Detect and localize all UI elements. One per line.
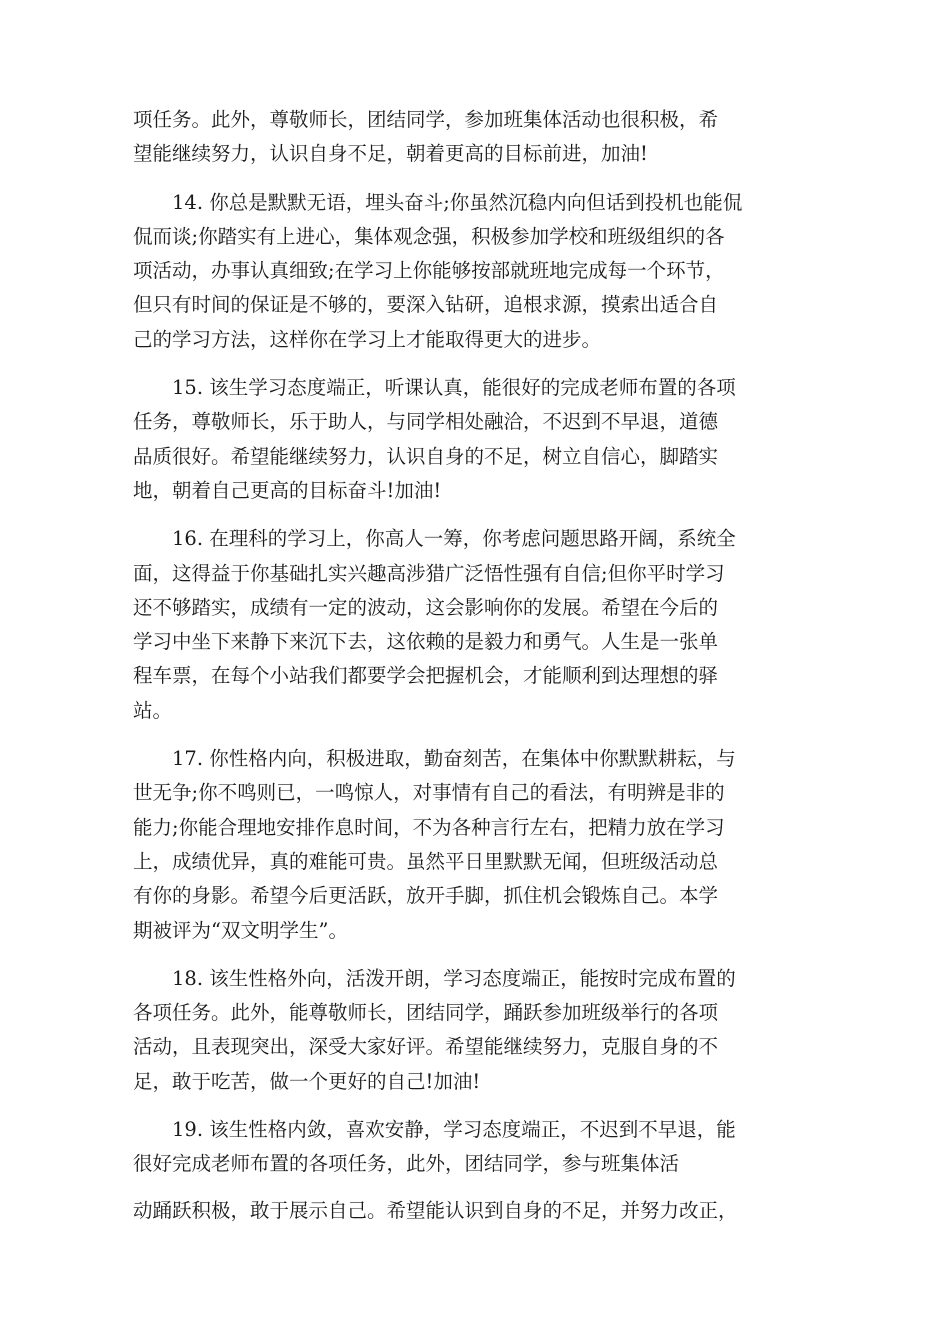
paragraph-comment-15 <box>133 371 818 508</box>
text-line: 动踊跃积极，敢于展示自己。希望能认识到自身的不足，并努力改正， <box>133 1198 738 1222</box>
text-line: 17. 你性格内向，积极进取，勤奋刻苦，在集体中你默默耕耘，与 <box>172 747 736 771</box>
text-line: 有你的身影。希望今后更活跃，放开手脚，抓住机会锻炼自己。本学 <box>133 884 719 908</box>
text-line: 望能继续努力，认识自身不足，朝着更高的目标前进，加油! <box>133 142 648 166</box>
text-line: 侃而谈;你踏实有上进心，集体观念强，积极参加学校和班级组织的各 <box>133 224 725 248</box>
text-line: 14. 你总是默默无语，埋头奋斗;你虽然沉稳内向但话到投机也能侃 <box>172 190 743 214</box>
text-line: 项任务。此外，尊敬师长，团结同学，参加班集体活动也很积极，希 <box>133 108 719 131</box>
paragraph-continuation <box>133 103 818 172</box>
text-line: 站。 <box>133 698 173 722</box>
text-line: 但只有时间的保证是不够的，要深入钻研，追根求源，摸索出适合自 <box>133 293 719 317</box>
document-body <box>133 103 818 1242</box>
text-line: 学习中坐下来静下来沉下去，这依赖的是毅力和勇气。人生是一张单 <box>133 630 719 654</box>
text-line: 还不够踏实，成绩有一定的波动，这会影响你的发展。希望在今后的 <box>133 595 719 619</box>
text-line: 活动，且表现突出，深受大家好评。希望能继续努力，克服自身的不 <box>133 1035 719 1059</box>
text-line: 18. 该生性格外向，活泼开朗，学习态度端正，能按时完成布置的 <box>172 966 736 990</box>
text-line: 己的学习方法，这样你在学习上才能取得更大的进步。 <box>133 327 602 351</box>
text-line: 世无争;你不鸣则已，一鸣惊人，对事情有自己的看法，有明辨是非的 <box>133 781 725 805</box>
paragraph-comment-17 <box>133 742 818 948</box>
text-line: 各项任务。此外，能尊敬师长，团结同学，踊跃参加班级举行的各项 <box>133 1001 719 1025</box>
paragraph-comment-18 <box>133 962 818 1099</box>
text-line: 足，敢于吃苦，做一个更好的自己!加油! <box>133 1069 481 1093</box>
paragraph-comment-16 <box>133 522 818 728</box>
text-line: 19. 该生性格内敛，喜欢安静，学习态度端正，不迟到不早退，能 <box>172 1118 736 1142</box>
text-line: 品质很好。希望能继续努力，认识自身的不足，树立自信心，脚踏实 <box>133 444 719 468</box>
text-line: 程车票，在每个小站我们都要学会把握机会，才能顺利到达理想的驿 <box>133 664 719 688</box>
text-line: 期被评为“双文明学生”。 <box>133 918 348 942</box>
text-line: 面，这得益于你基础扎实兴趣高涉猎广泛悟性强有自信;但你平时学习 <box>133 561 725 585</box>
text-line: 地，朝着自己更高的目标奋斗!加油! <box>133 478 442 502</box>
text-line: 上，成绩优异，真的难能可贵。虽然平日里默默无闻，但班级活动总 <box>133 849 719 873</box>
text-line: 项活动，办事认真细致;在学习上你能够按部就班地完成每一个环节， <box>133 259 725 283</box>
paragraph-comment-19 <box>133 1113 818 1228</box>
paragraph-comment-14 <box>133 186 818 357</box>
text-line: 任务，尊敬师长，乐于助人，与同学相处融洽，不迟到不早退，道德 <box>133 410 719 434</box>
text-line: 15. 该生学习态度端正，听课认真，能很好的完成老师布置的各项 <box>172 376 736 400</box>
text-line: 很好完成老师布置的各项任务，此外，团结同学，参与班集体活 <box>133 1152 680 1176</box>
text-line: 能力;你能合理地安排作息时间，不为各种言行左右，把精力放在学习 <box>133 815 725 839</box>
text-line: 16. 在理科的学习上，你高人一筹，你考虑问题思路开阔，系统全 <box>172 527 736 551</box>
